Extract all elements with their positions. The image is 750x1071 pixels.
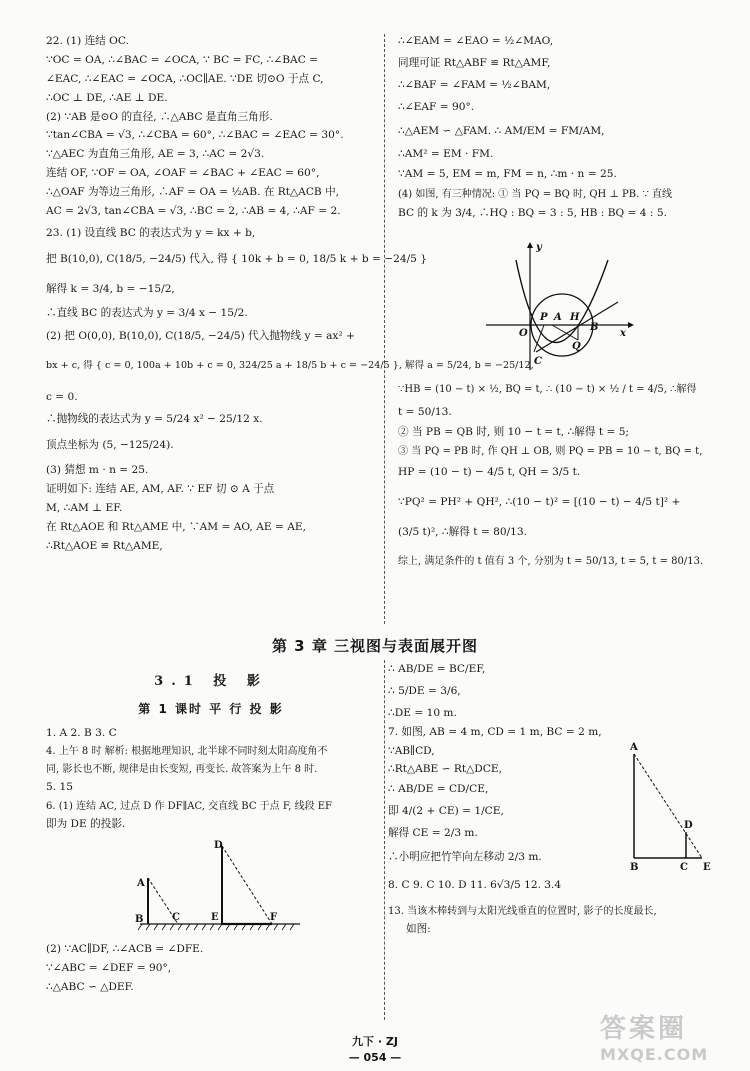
text-line: 即为 DE 的投影. xyxy=(46,818,126,831)
page-number: — 054 — xyxy=(348,1051,402,1064)
text-line: 在 Rt△AOE 和 Rt△AME 中, ∵AM = AO, AE = AE, xyxy=(46,521,306,534)
ray-ae xyxy=(634,754,702,858)
text-line: (2) 把 O(0,0), B(10,0), C(18/5, −24/5) 代入抛物线 y = ax² + xyxy=(46,330,355,343)
watermark xyxy=(600,1010,750,1071)
label-x: x xyxy=(620,328,626,339)
text-line: ∴OC ⊥ DE, ∴AE ⊥ DE. xyxy=(46,91,168,104)
text-line: 同, 影长也不断, 规律是由长变短, 再变长. 故答案为上午 8 时. xyxy=(46,764,318,776)
text-line: ∴△OAF 为等边三角形, ∴AF = OA = ½AB. 在 Rt△ACB 中, xyxy=(46,186,340,199)
text-line: (4) 如图, 有三种情况: ① 当 PQ = BQ 时, QH ⊥ PB. ∵ 直线 xyxy=(398,189,673,201)
text-line: 连结 OF, ∵OF = OA, ∠OAF = ∠BAC + ∠EAC = 60°, xyxy=(46,167,320,180)
text-line: ∴小明应把竹竿向左移动 2/3 m. xyxy=(388,851,542,864)
label-d: D xyxy=(684,820,693,831)
text-line: 23. (1) 设直线 BC 的表达式为 y = kx + b, xyxy=(46,226,256,239)
label-b: B xyxy=(135,914,144,925)
text-line: ∴△AEM ∽ △FAM. ∴ AM/EM = FM/AM, xyxy=(398,124,605,137)
left-column-bottom xyxy=(46,666,376,836)
column-divider-top xyxy=(384,34,385,624)
text-line: M, ∴AM ⊥ EF. xyxy=(46,502,123,515)
section-title: 3.1 投 影 xyxy=(154,674,268,689)
text-line: 同理可证 Rt△ABF ≌ Rt△AMF, xyxy=(398,56,551,69)
text-line: ∵△AEC 为直角三角形, AE = 3, ∴AC = 2√3. xyxy=(46,148,265,161)
text-line: ∴DE = 10 m. xyxy=(388,706,457,719)
watermark-url: MXQE.COM xyxy=(600,1045,709,1064)
text-line: 5. 15 xyxy=(46,781,73,794)
label-c: C xyxy=(172,912,180,923)
text-line: ∴∠EAF = 90°. xyxy=(398,100,475,113)
text-line: ② 当 PB = QB 时, 则 10 − t = t, ∴解得 t = 5; xyxy=(398,425,629,438)
text-line: AC = 2√3, tan∠CBA = √3, ∴BC = 2, ∴AB = 4, ∴AF = 2. xyxy=(46,205,341,218)
label-a: A xyxy=(554,312,562,323)
label-b: B xyxy=(590,322,599,333)
text-line: 8. C 9. C 10. D 11. 6√3/5 12. 3.4 xyxy=(388,878,562,891)
label-c: C xyxy=(534,356,542,367)
text-line: bx + c, 得 { c = 0, 100a + 10b + c = 0, 324/25 a + 18/5 b + c = −24/5 }, 解得 a = 5/24, b = −25/12, xyxy=(46,360,534,372)
text-line: 解得 CE = 2/3 m. xyxy=(388,827,478,840)
text-line: ∵HB = (10 − t) × ½, BQ = t, ∴ (10 − t) × ½ / t = 4/5, ∴解得 xyxy=(398,384,697,395)
text-line: ∵AM = 5, EM = m, FM = n, ∴m · n = 25. xyxy=(398,168,617,181)
ray-df xyxy=(222,846,272,924)
text-line: 顶点坐标为 (5, −125/24). xyxy=(46,438,174,451)
text-line: ∵tan∠CBA = √3, ∴∠CBA = 60°, ∴∠BAC = ∠EAC = 30°. xyxy=(46,129,344,142)
text-line: (3/5 t)², ∴解得 t = 80/13. xyxy=(398,525,527,538)
text-line: ∴AM² = EM · FM. xyxy=(398,148,494,161)
text-line: ∴Rt△AOE ≌ Rt△AME, xyxy=(46,539,163,552)
label-b: B xyxy=(630,862,639,872)
text-line: (2) ∵AC∥DF, ∴∠ACB = ∠DFE. xyxy=(46,943,204,955)
text-line: 把 B(10,0), C(18/5, −24/5) 代入, 得 { 10k + b = 0, 18/5 k + b = −24/5 } xyxy=(46,252,427,265)
text-line: ∴∠BAF = ∠FAM = ½∠BAM, xyxy=(398,78,551,91)
label-a: A xyxy=(630,742,638,753)
right-column-top xyxy=(398,34,716,225)
chapter-title: 第 3 章 三视图与表面展开图 xyxy=(271,637,479,655)
label-d: D xyxy=(214,840,223,851)
text-line: ∵OC = OA, ∴∠BAC = ∠OCA, ∵ BC = FC, ∴∠BAC = xyxy=(46,53,319,66)
watermark-logo-text: 答案圈 xyxy=(600,1014,688,1044)
text-line: 7. 如图, AB = 4 m, CD = 1 m, BC = 2 m, xyxy=(388,725,602,738)
text-line: HP = (10 − t) − 4/5 t, QH = 3/5 t. xyxy=(398,465,581,478)
y-axis-arrow xyxy=(527,242,533,248)
text-line: 综上, 满足条件的 t 值有 3 个, 分别为 t = 50/13, t = 5, t = 80/13. xyxy=(398,556,704,568)
text-line: ∴∠EAM = ∠EAO = ½∠MAO, xyxy=(398,35,554,47)
text-line: c = 0. xyxy=(46,390,78,403)
parabola-circle-figure xyxy=(486,240,636,375)
pole-shadow-figure xyxy=(624,740,719,872)
text-line: 证明如下: 连结 AE, AM, AF. ∵ EF 切 ⊙ A 于点 xyxy=(46,483,275,496)
text-line: ∴直线 BC 的表达式为 y = 3/4 x − 15/2. xyxy=(46,306,248,319)
x-axis-arrow xyxy=(628,322,634,328)
text-line: 即 4/(2 + CE) = 1/CE, xyxy=(388,805,504,818)
label-p: P xyxy=(540,312,548,323)
label-f: F xyxy=(270,912,278,923)
text-line: 22. (1) 连结 OC. xyxy=(46,35,129,47)
text-line: 6. (1) 连结 AC, 过点 D 作 DF∥AC, 交直线 BC 于点 F, 线段 EF xyxy=(46,801,332,813)
text-line: ∴Rt△ABE ∽ Rt△DCE, xyxy=(388,763,502,776)
text-line: t = 50/13. xyxy=(398,406,452,418)
text-line: (3) 猜想 m · n = 25. xyxy=(46,464,149,477)
text-line: ∴抛物线的表达式为 y = 5/24 x² − 25/12 x. xyxy=(46,412,263,425)
label-o: O xyxy=(519,328,528,339)
shadow-projection-figure xyxy=(130,838,310,936)
lesson-title: 第 1 课时 平 行 投 影 xyxy=(138,701,284,716)
text-line: ∵PQ² = PH² + QH², ∴(10 − t)² = [(10 − t) − 4/5 t]² + xyxy=(398,495,681,508)
text-line: 1. A 2. B 3. C xyxy=(46,726,117,739)
text-line: ③ 当 PQ = PB 时, 作 QH ⊥ OB, 则 PQ = PB = 10 − t, BQ = t, xyxy=(398,445,703,457)
text-line: 如图: xyxy=(406,922,431,935)
text-line: ∴ 5/DE = 3/6, xyxy=(388,684,461,697)
text-line: 解得 k = 3/4, b = −15/2, xyxy=(46,282,175,295)
text-line: 4. 上午 8 时 解析: 根据地理知识, 北半球不同时刻太阳高度角不 xyxy=(46,746,328,758)
label-e: E xyxy=(211,912,219,923)
text-line: ∠EAC, ∴∠EAC = ∠OCA, ∴OC∥AE. ∵DE 切⊙O 于点 C, xyxy=(46,72,324,85)
label-y: y xyxy=(536,242,542,253)
book-code: 九下 · ZJ xyxy=(352,1035,398,1048)
text-line: ∴ AB/DE = BC/EF, xyxy=(388,663,486,675)
left-column-bottom2 xyxy=(46,942,376,999)
text-line: ∴△ABC ∽ △DEF. xyxy=(46,980,134,993)
label-h: H xyxy=(570,312,580,323)
text-line: 13. 当该木棒转到与太阳光线垂直的位置时, 影子的长度最长, xyxy=(388,905,657,917)
text-line: (2) ∵AB 是⊙O 的直径, ∴△ABC 是直角三角形. xyxy=(46,110,273,123)
label-e: E xyxy=(703,862,711,872)
text-line: BC 的 k 为 3/4, ∴HQ : BQ = 3 : 5, HB : BQ = 4 : 5. xyxy=(398,207,667,220)
right-column-mid xyxy=(398,382,716,572)
label-a: A xyxy=(137,878,145,889)
column-divider-bottom xyxy=(384,660,385,1020)
text-line: ∵∠ABC = ∠DEF = 90°, xyxy=(46,961,172,974)
label-c: C xyxy=(680,862,688,872)
label-q: Q xyxy=(572,341,581,352)
text-line: ∵AB∥CD, xyxy=(388,744,435,757)
segment-pq xyxy=(552,325,578,340)
text-line: ∴ AB/DE = CD/CE, xyxy=(388,783,489,796)
